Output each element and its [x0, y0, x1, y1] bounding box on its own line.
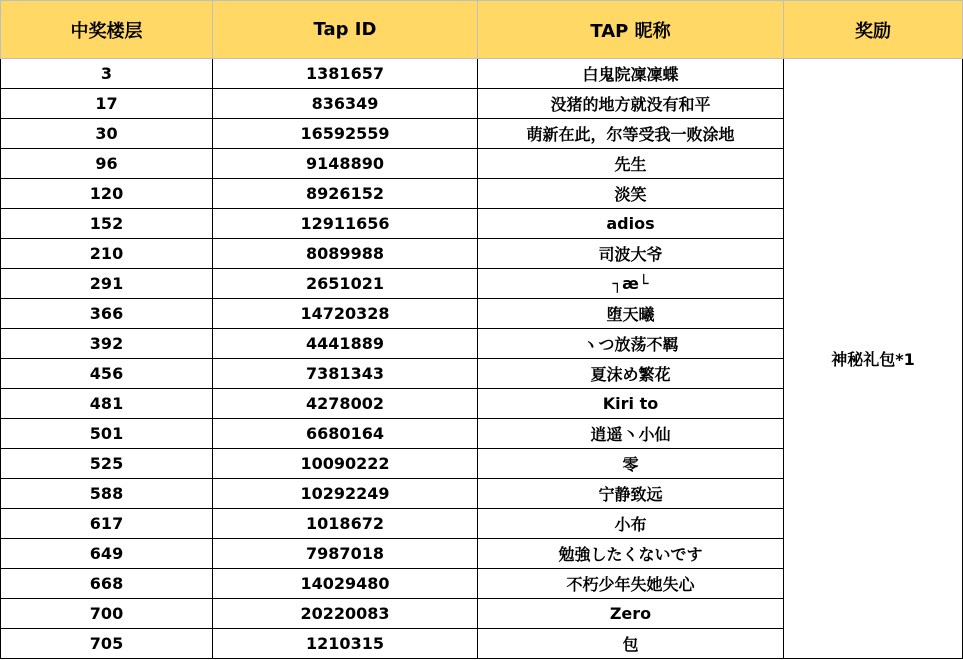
nickname-cell: 白鬼院凜凜蝶 [478, 59, 784, 89]
floor-cell: 481 [1, 389, 213, 419]
nickname-cell: 先生 [478, 149, 784, 179]
tap-id-cell: 1210315 [213, 629, 478, 659]
tap-id-cell: 8926152 [213, 179, 478, 209]
nickname-cell: 逍遥丶小仙 [478, 419, 784, 449]
floor-cell: 152 [1, 209, 213, 239]
tap-id-cell: 12911656 [213, 209, 478, 239]
floor-cell: 649 [1, 539, 213, 569]
table-row [1, 59, 963, 89]
tap-id-cell: 6680164 [213, 419, 478, 449]
floor-cell: 392 [1, 329, 213, 359]
floor-cell: 700 [1, 599, 213, 629]
nickname-cell: ヽつ放荡不羁 [478, 329, 784, 359]
floor-cell: 30 [1, 119, 213, 149]
table-body [1, 59, 963, 659]
floor-cell: 456 [1, 359, 213, 389]
nickname-cell: 没猪的地方就没有和平 [478, 89, 784, 119]
tap-id-cell: 9148890 [213, 149, 478, 179]
floor-cell: 525 [1, 449, 213, 479]
tap-id-cell: 7987018 [213, 539, 478, 569]
table-header [1, 1, 963, 59]
header-tap-nickname: TAP 昵称 [478, 1, 784, 59]
nickname-cell: 不朽少年失她失心 [478, 569, 784, 599]
floor-cell: 668 [1, 569, 213, 599]
floor-cell: 617 [1, 509, 213, 539]
tap-id-cell: 7381343 [213, 359, 478, 389]
floor-cell: 96 [1, 149, 213, 179]
header-row [1, 1, 963, 59]
tap-id-cell: 836349 [213, 89, 478, 119]
nickname-cell: 夏沫め繁花 [478, 359, 784, 389]
nickname-cell: 宁静致远 [478, 479, 784, 509]
nickname-cell: adios [478, 209, 784, 239]
header-floor: 中奖楼层 [1, 1, 213, 59]
nickname-cell: Zero [478, 599, 784, 629]
nickname-cell: Kiri to [478, 389, 784, 419]
tap-id-cell: 14720328 [213, 299, 478, 329]
nickname-cell: 司波大爷 [478, 239, 784, 269]
floor-cell: 291 [1, 269, 213, 299]
nickname-cell: 堕天曦 [478, 299, 784, 329]
floor-cell: 501 [1, 419, 213, 449]
floor-cell: 705 [1, 629, 213, 659]
floor-cell: 17 [1, 89, 213, 119]
header-reward: 奖励 [784, 1, 963, 59]
tap-id-cell: 10292249 [213, 479, 478, 509]
floor-cell: 3 [1, 59, 213, 89]
floor-cell: 588 [1, 479, 213, 509]
tap-id-cell: 8089988 [213, 239, 478, 269]
tap-id-cell: 1381657 [213, 59, 478, 89]
floor-cell: 210 [1, 239, 213, 269]
nickname-cell: 萌新在此，尔等受我一败涂地 [478, 119, 784, 149]
tap-id-cell: 10090222 [213, 449, 478, 479]
tap-id-cell: 1018672 [213, 509, 478, 539]
reward-cell: 神秘礼包*1 [784, 59, 963, 659]
tap-id-cell: 14029480 [213, 569, 478, 599]
tap-id-cell: 4441889 [213, 329, 478, 359]
header-tap-id: Tap ID [213, 1, 478, 59]
floor-cell: 366 [1, 299, 213, 329]
tap-id-cell: 20220083 [213, 599, 478, 629]
floor-cell: 120 [1, 179, 213, 209]
tap-id-cell: 16592559 [213, 119, 478, 149]
nickname-cell: 勉強したくないです [478, 539, 784, 569]
nickname-cell: 包 [478, 629, 784, 659]
nickname-cell: 零 [478, 449, 784, 479]
nickname-cell: 淡笑 [478, 179, 784, 209]
tap-id-cell: 2651021 [213, 269, 478, 299]
nickname-cell: 小布 [478, 509, 784, 539]
tap-id-cell: 4278002 [213, 389, 478, 419]
nickname-cell: ┐æ└ [478, 269, 784, 299]
